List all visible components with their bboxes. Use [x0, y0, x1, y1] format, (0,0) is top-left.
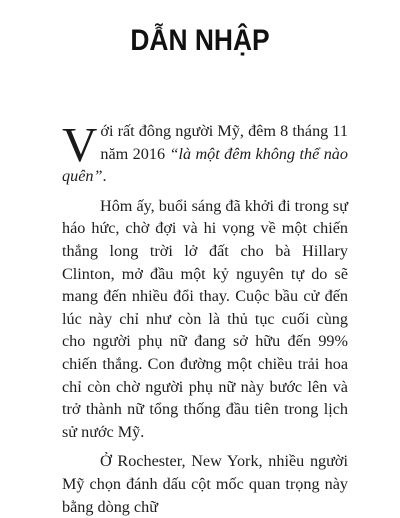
paragraph-3: Ở Rochester, New York, nhiều người Mỹ chọn đánh dấu cột mốc quan trọng này bằng dòng chữ	[62, 452, 348, 516]
drop-cap: V	[62, 117, 98, 172]
opening-text: ới rất đông người Mỹ, đêm 8 tháng 11 năm 2016	[100, 122, 348, 163]
opening-quote: “là một đêm không thể nào quên”	[62, 144, 348, 186]
opening-paragraph	[62, 117, 348, 188]
opening-text-end: .	[102, 167, 107, 186]
body-text	[62, 117, 348, 518]
chapter-title: DẪN NHẬP	[130, 24, 270, 57]
paragraph-2: Hôm ấy, buổi sáng đã khởi đi trong sự háo hức, chờ đợi và hi vọng về một chiến thắng long trời lở đất cho bà Hillary Clinton, mở đầu một kỷ nguyên tự do sẽ mang đến nhiều đổi thay. Cuộc bầu cử đến lúc này chỉ như còn là thủ tục cuối cùng cho người phụ nữ đang sở hữu đến 99% chiến thắng. Con đường một chiều trải hoa chỉ còn chờ người phụ nữ này bước lên và trở thành nữ tổng thống đầu tiên trong lịch sử nước Mỹ.	[62, 196, 348, 441]
